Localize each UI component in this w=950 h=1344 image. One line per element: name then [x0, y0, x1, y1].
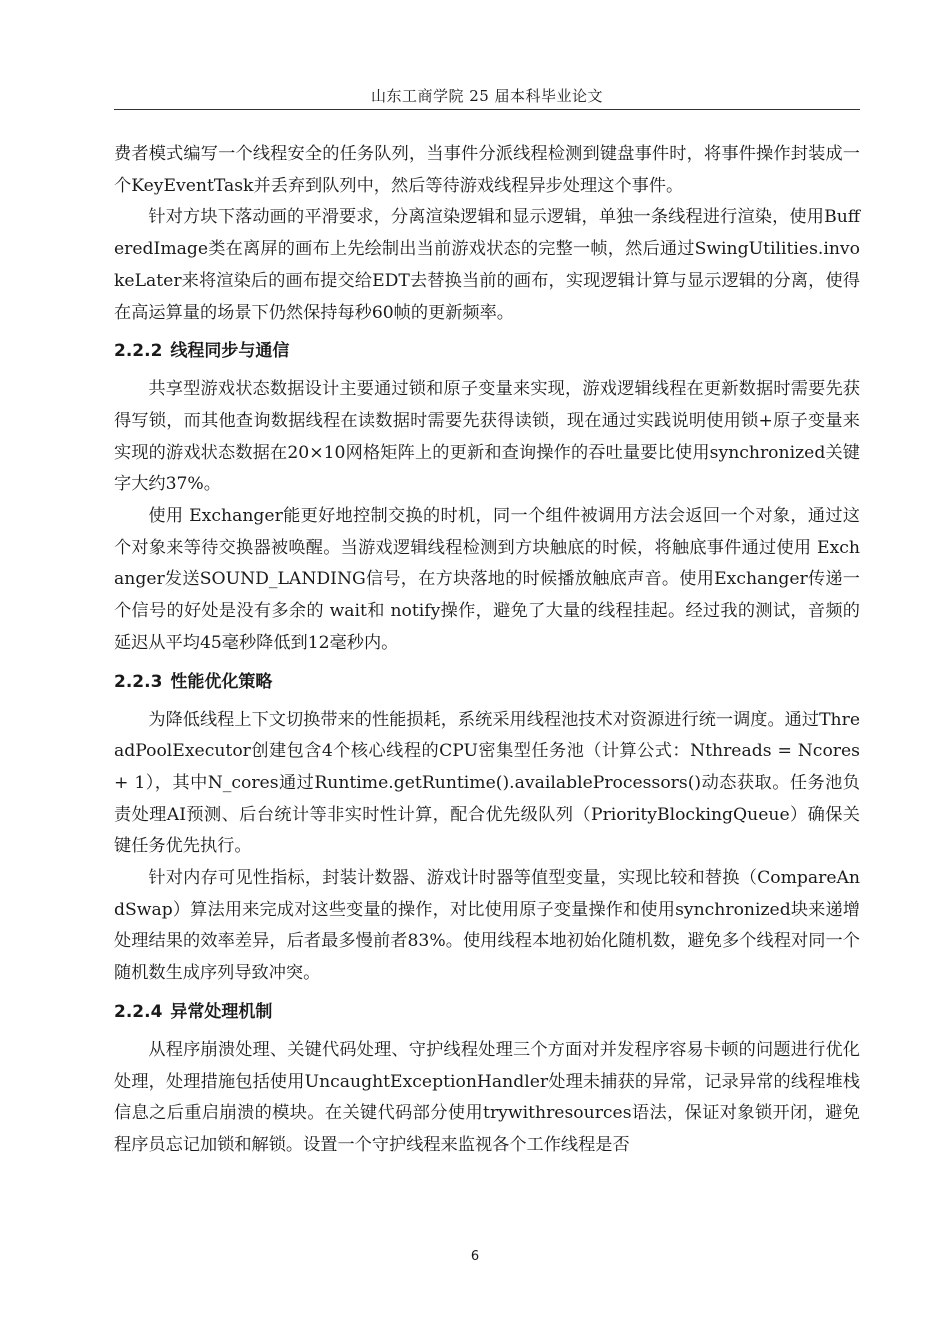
header-rule — [114, 109, 860, 110]
paragraph-memory-visibility: 针对内存可见性指标，封装计数器、游戏计时器等值型变量，实现比较和替换（CompareAndSwap）算法用来完成对这些变量的操作，对比使用原子变量操作和使用synchronized块来递增处理结果的效率差异，后者最多慢前者83%。使用线程本地初始化随机数，避免多个线程对同一个随机数生成序列导致冲突。 — [114, 868, 860, 984]
section-title: 异常处理机制 — [170, 1001, 273, 1022]
running-header: 山东工商学院 25 届本科毕业论文 — [370, 87, 604, 105]
paragraph-exchanger: 使用 Exchanger能更好地控制交换的时机，同一个组件被调用方法会返回一个对象，通过这个对象来等待交换器被唤醒。当游戏逻辑线程检测到方块触底的时候，将触底事件通过使用 Exchanger发送SOUND_LANDING信号，在方块落地的时候播放触底声音。使用Exchanger传递一个信号的好处是没有多余的 wait和 notify操作，避免了大量的线程挂起。经过我的测试，音频的延迟从平均45毫秒降低到12毫秒内。 — [114, 506, 860, 653]
paragraph-render-thread: 针对方块下落动画的平滑要求，分离渲染逻辑和显示逻辑，单独一条线程进行渲染，使用BufferedImage类在离屏的画布上先绘制出当前游戏状态的完整一帧，然后通过SwingUtilities.invokeLater来将渲染后的画布提交给EDT去替换当前的画布，实现逻辑计算与显示逻辑的分离，使得在高运算量的场景下仍然保持每秒60帧的更新频率。 — [114, 207, 860, 323]
section-title: 线程同步与通信 — [170, 341, 290, 362]
section-title: 性能优化策略 — [170, 671, 273, 692]
paragraph-continued: 费者模式编写一个线程安全的任务队列，当事件分派线程检测到键盘事件时，将事件操作封装成一个KeyEventTask并丢弃到队列中，然后等待游戏线程异步处理这个事件。 — [114, 144, 860, 196]
section-heading-2-2-4 — [114, 990, 860, 1035]
section-heading-2-2-2 — [114, 329, 860, 374]
paragraph-thread-pool: 为降低线程上下文切换带来的性能损耗，系统采用线程池技术对资源进行统一调度。通过ThreadPoolExecutor创建包含4个核心线程的CPU密集型任务池（计算公式：Nthreads = Ncores + 1），其中N_cores通过Runtime.getRuntime().availableProcessors()动态获取。任务池负责处理AI预测、后台统计等非实时性计算，配合优先级队列（PriorityBlockingQueue）确保关键任务优先执行。 — [114, 709, 860, 857]
section-number: 2.2.4 — [114, 1001, 163, 1022]
section-number: 2.2.2 — [114, 341, 163, 362]
section-number: 2.2.3 — [114, 671, 163, 692]
paragraph-lock-atomic: 共享型游戏状态数据设计主要通过锁和原子变量来实现，游戏逻辑线程在更新数据时需要先获得写锁，而其他查询数据线程在读数据时需要先获得读锁，现在通过实践说明使用锁+原子变量来实现的游戏状态数据在20×10网格矩阵上的更新和查询操作的吞吐量要比使用synchronized关键字大约37%。 — [114, 379, 860, 495]
page-number: 6 — [470, 1249, 480, 1264]
paragraph-exception-handling: 从程序崩溃处理、关键代码处理、守护线程处理三个方面对并发程序容易卡顿的问题进行优化处理，处理措施包括使用UncaughtExceptionHandler处理未捕获的异常，记录异常的线程堆栈信息之后重启崩溃的模块。在关键代码部分使用trywithresources语法，保证对象锁开闭，避免程序员忘记加锁和解锁。设置一个守护线程来监视各个工作线程是否 — [114, 1039, 860, 1155]
section-heading-2-2-3 — [114, 660, 860, 705]
page-body — [114, 139, 860, 1162]
